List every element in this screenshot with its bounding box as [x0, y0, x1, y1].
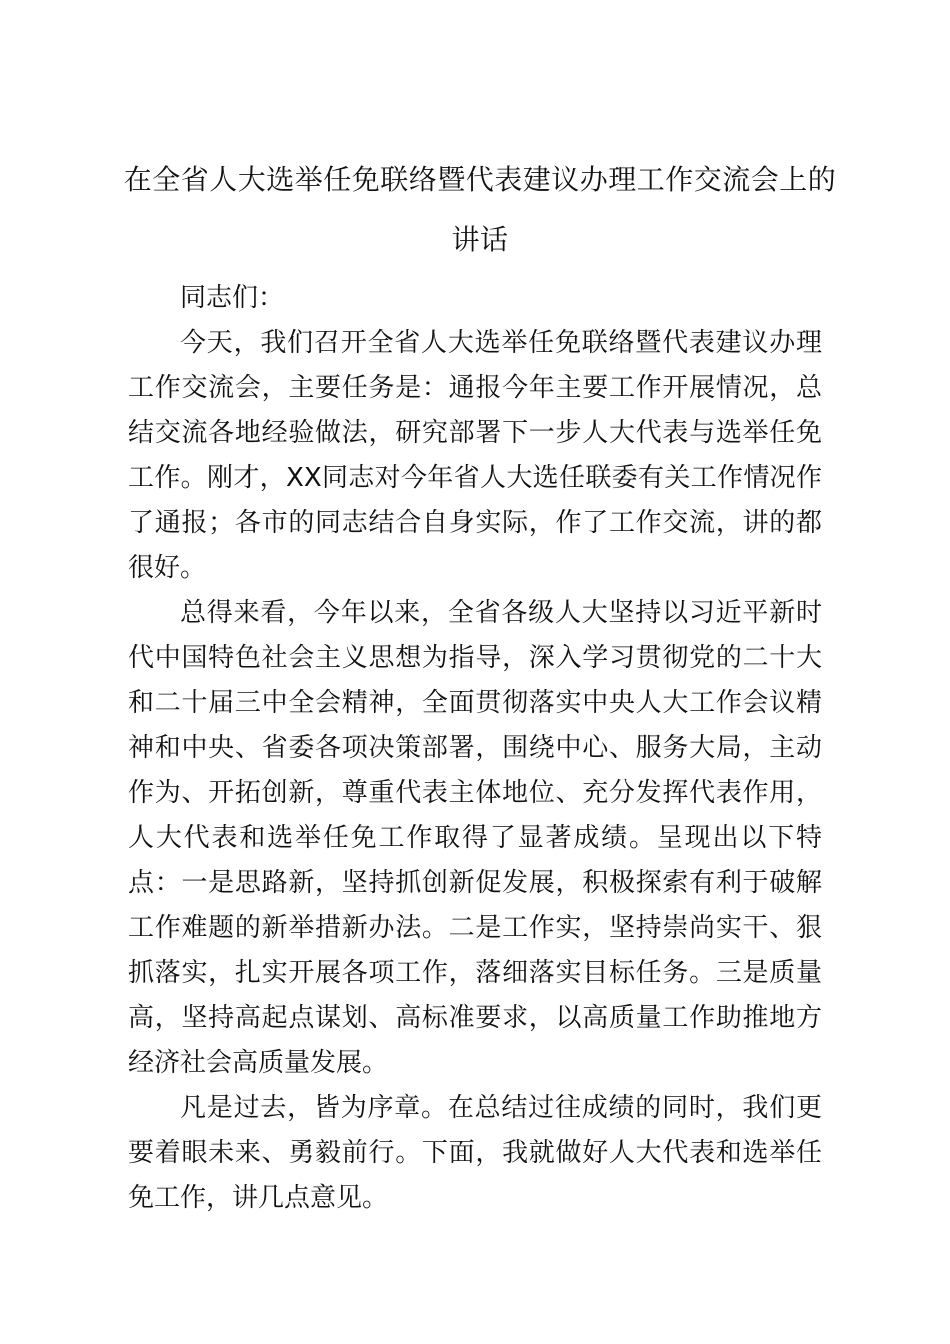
salutation: 同志们： — [180, 283, 285, 313]
body-paragraph: 总得来看，今年以来，全省各级人大坚持以习近平新时代中国特色社会主义思想为指导，深入学习贯彻党的二十大和二十届三中全会精神，全面贯彻落实中央人大工作会议精神和中央、省委各项决策部署，围绕中心、服务大局，主动作为、开拓创新，尊重代表主体地位、充分发挥代表作用，人大代表和选举任免工作取得了显著成绩。呈现出以下特点：一是思路新，坚持抓创新促发展，积极探索有利于破解工作难题的新举措新办法。二是工作实，坚持崇尚实干、狠抓落实，扎实开展各项工作，落细落实目标任务。三是质量高，坚持高起点谋划、高标准要求，以高质量工作助推地方经济社会高质量发展。 — [128, 598, 822, 1078]
body-paragraph: 今天，我们召开全省人大选举任免联络暨代表建议办理工作交流会，主要任务是：通报今年主要工作开展情况，总结交流各地经验做法，研究部署下一步人大代表与选举任免工作。刚才，XX同志对今年省人大选任联委有关工作情况作了通报；各市的同志结合自身实际，作了工作交流，讲的都很好。 — [128, 328, 822, 583]
document-title: 在全省人大选举任免联络暨代表建议办理工作交流会上的讲话 — [123, 163, 837, 256]
document-body — [128, 276, 822, 1221]
body-paragraph: 凡是过去，皆为序章。在总结过往成绩的同时，我们更要着眼未来、勇毅前行。下面，我就做好人大代表和选举任免工作，讲几点意见。 — [128, 1093, 822, 1213]
